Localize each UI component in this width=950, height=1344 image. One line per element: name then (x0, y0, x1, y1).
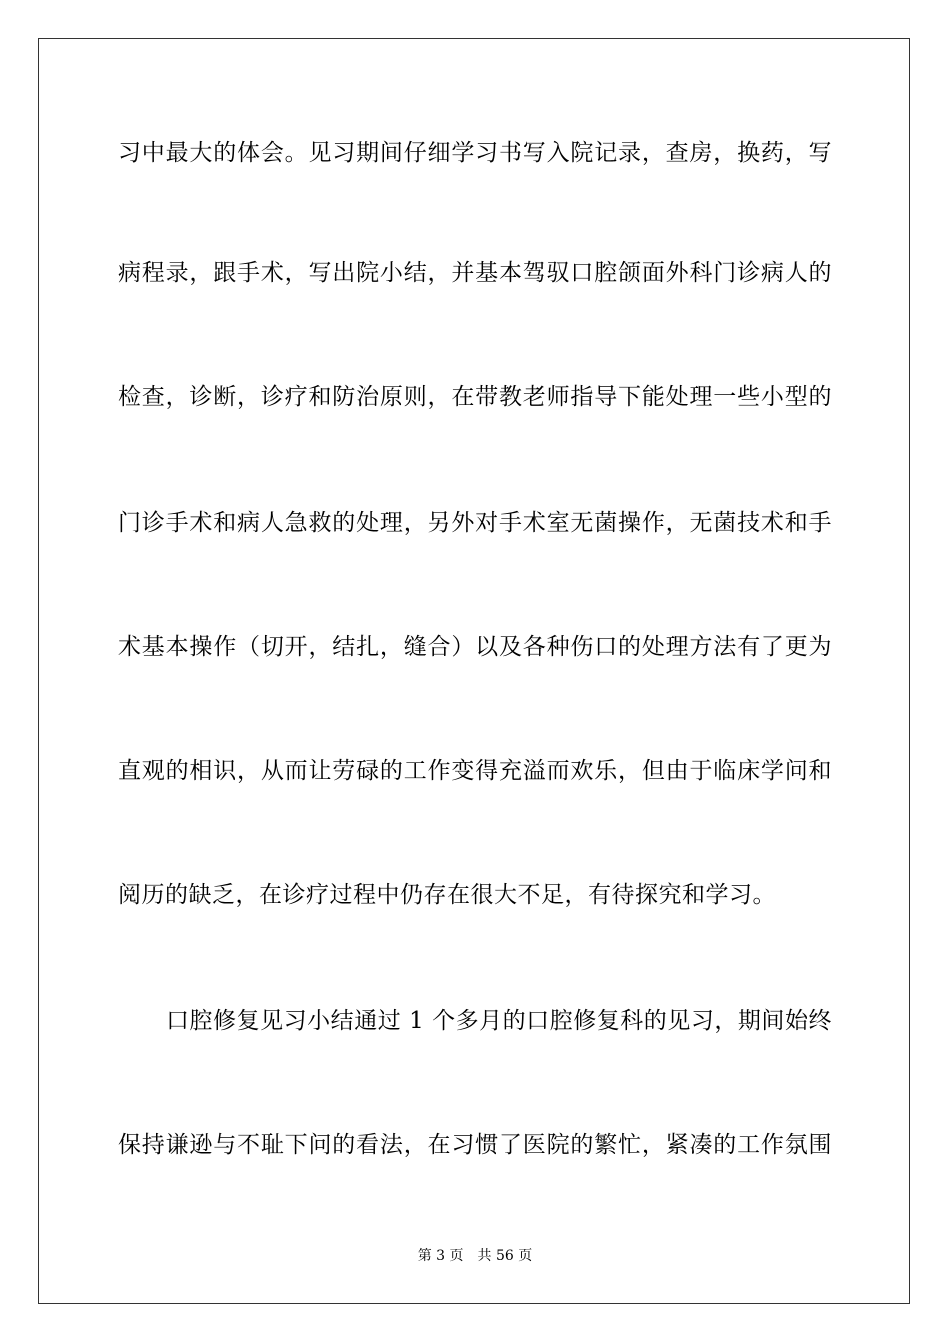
body-text-line-2: 病程录，跟手术，写出院小结，并基本驾驭口腔颌面外科门诊病人的 (118, 260, 832, 286)
total-pages: 共 56 页 (477, 1248, 533, 1264)
body-text-line-6: 直观的相识，从而让劳碌的工作变得充溢而欢乐，但由于临床学问和 (118, 758, 832, 784)
body-text-line-9: 保持谦逊与不耻下问的看法，在习惯了医院的繁忙，紧凑的工作氛围 (118, 1132, 832, 1158)
body-text-line-1: 习中最大的体会。见习期间仔细学习书写入院记录，查房，换药，写 (118, 140, 832, 166)
body-text-line-3: 检查，诊断，诊疗和防治原则，在带教老师指导下能处理一些小型的 (118, 384, 832, 410)
page-border (38, 38, 910, 1304)
paragraph-start-line: 口腔修复见习小结通过 1 个多月的口腔修复科的见习，期间始终 (166, 1008, 832, 1034)
body-text-line-7: 阅历的缺乏，在诊疗过程中仍存在很大不足，有待探究和学习。 (118, 882, 776, 908)
page-number: 第 3 页 (417, 1248, 464, 1264)
body-text-line-5: 术基本操作（切开，结扎，缝合）以及各种伤口的处理方法有了更为 (118, 634, 832, 660)
page-footer (0, 1247, 950, 1265)
body-text-line-4: 门诊手术和病人急救的处理，另外对手术室无菌操作，无菌技术和手 (118, 510, 832, 536)
